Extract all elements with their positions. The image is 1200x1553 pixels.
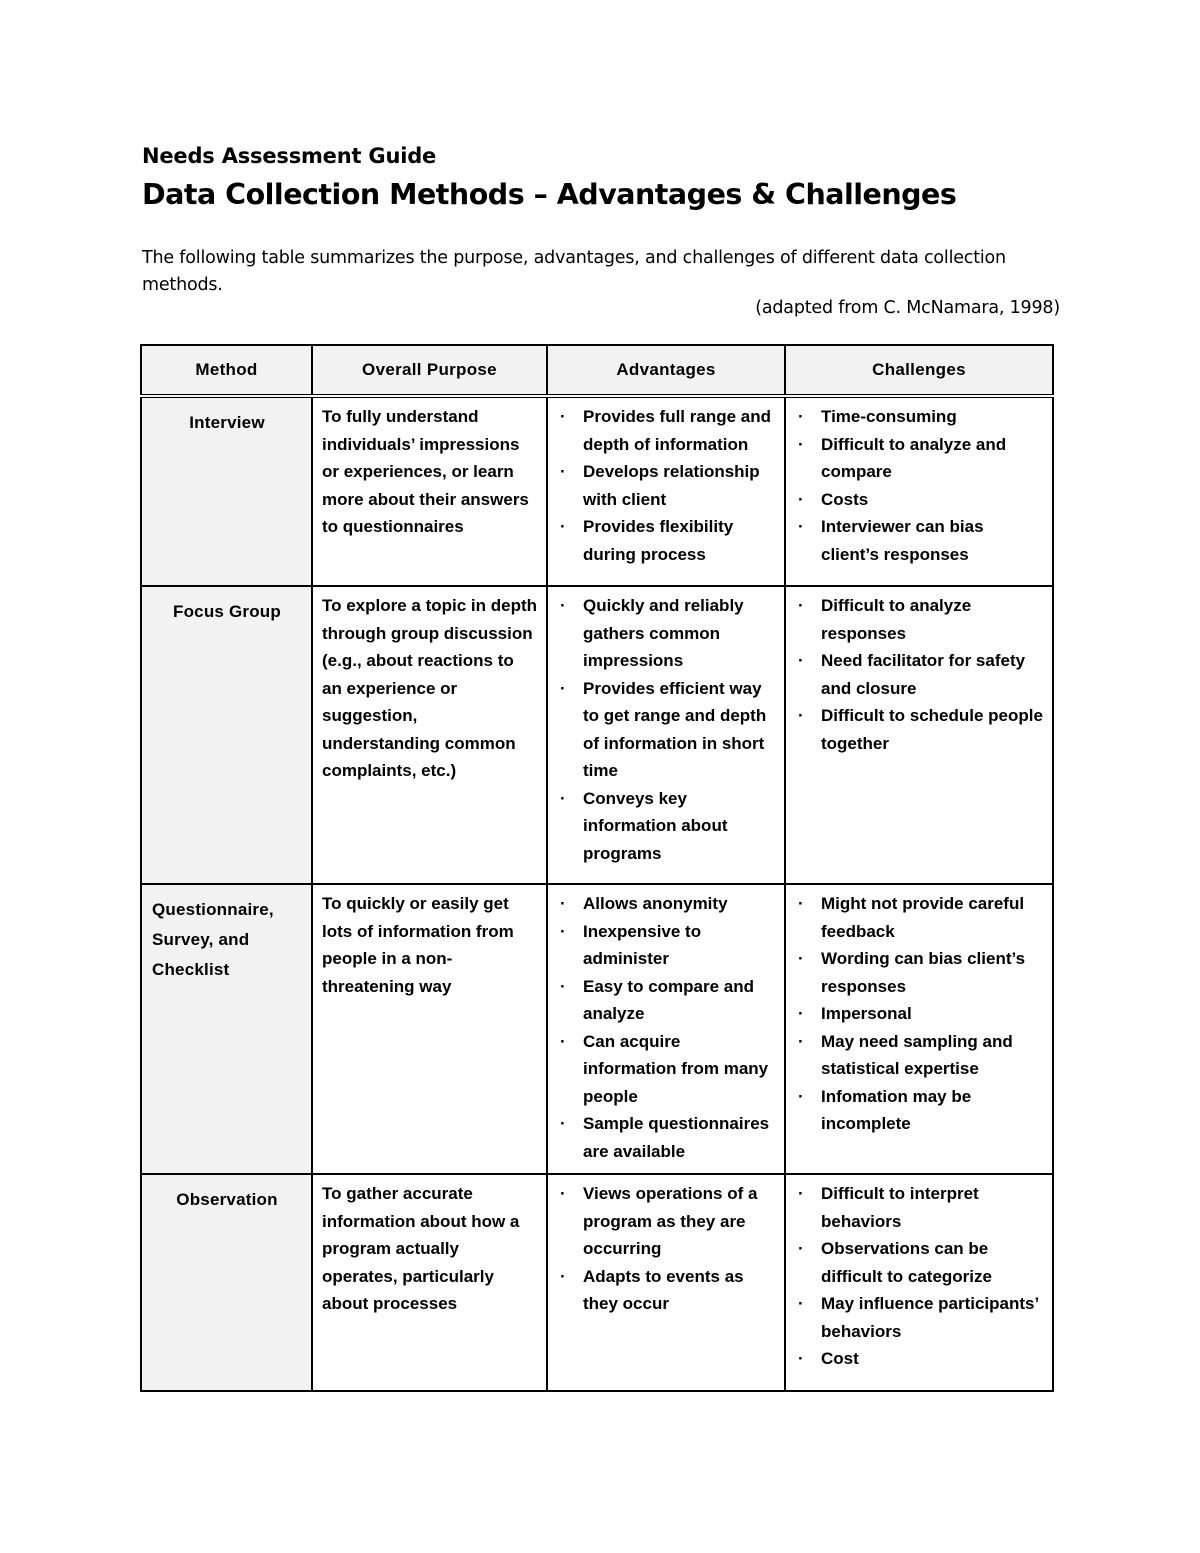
- advantages-cell: [547, 396, 785, 586]
- list-item: · Allows anonymity: [557, 890, 776, 918]
- list-item: · Difficult to analyze and compare: [795, 431, 1044, 486]
- challenges-cell: [785, 1174, 1053, 1391]
- column-header-advantages: Advantages: [547, 345, 785, 396]
- advantages-cell: [547, 884, 785, 1174]
- list-item: · May need sampling and statistical expertise: [795, 1028, 1044, 1083]
- method-name: Focus Group: [173, 602, 281, 621]
- list-item: · Need facilitator for safety and closure: [795, 647, 1044, 702]
- list-item: · Difficult to interpret behaviors: [795, 1180, 1044, 1235]
- list-item: · Conveys key information about programs: [557, 785, 776, 868]
- advantages-cell: [547, 586, 785, 884]
- purpose-cell: To quickly or easily get lots of information from people in a non-threatening way: [312, 884, 547, 1174]
- source-attribution: (adapted from C. McNamara, 1998): [755, 298, 1060, 318]
- list-item: · Costs: [795, 486, 1044, 514]
- list-item: · Can acquire information from many people: [557, 1028, 776, 1111]
- method-name: Interview: [189, 413, 265, 432]
- page-title: Data Collection Methods – Advantages & Challenges: [142, 178, 957, 211]
- list-item: · Quickly and reliably gathers common impressions: [557, 592, 776, 675]
- list-item: · Might not provide careful feedback: [795, 890, 1044, 945]
- list-item: · Time-consuming: [795, 403, 1044, 431]
- table-row: [141, 1174, 1053, 1391]
- list-item: · Difficult to schedule people together: [795, 702, 1044, 757]
- list-item: · Observations can be difficult to categorize: [795, 1235, 1044, 1290]
- method-cell: [141, 586, 312, 884]
- method-cell: [141, 1174, 312, 1391]
- challenges-cell: [785, 586, 1053, 884]
- list-item: · Views operations of a program as they are occurring: [557, 1180, 776, 1263]
- list-item: · Interviewer can bias client’s responses: [795, 513, 1044, 568]
- list-item: · Wording can bias client’s responses: [795, 945, 1044, 1000]
- list-item: · Infomation may be incomplete: [795, 1083, 1044, 1138]
- method-name: Questionnaire, Survey, and Checklist: [152, 900, 274, 979]
- list-item: · Impersonal: [795, 1000, 1044, 1028]
- list-item: · May influence participants’ behaviors: [795, 1290, 1044, 1345]
- list-item: · Provides full range and depth of information: [557, 403, 776, 458]
- list-item: · Easy to compare and analyze: [557, 973, 776, 1028]
- list-item: · Provides flexibility during process: [557, 513, 776, 568]
- column-header-method: Method: [141, 345, 312, 396]
- list-item: · Sample questionnaires are available: [557, 1110, 776, 1165]
- challenges-cell: [785, 396, 1053, 586]
- column-header-challenges: Challenges: [785, 345, 1053, 396]
- method-cell: [141, 884, 312, 1174]
- table-row: [141, 586, 1053, 884]
- document-supertitle: Needs Assessment Guide: [142, 144, 437, 168]
- challenges-cell: [785, 884, 1053, 1174]
- advantages-cell: [547, 1174, 785, 1391]
- list-item: · Inexpensive to administer: [557, 918, 776, 973]
- list-item: · Provides efficient way to get range and depth of information in short time: [557, 675, 776, 785]
- methods-table: [140, 344, 1054, 1392]
- list-item: · Difficult to analyze responses: [795, 592, 1044, 647]
- list-item: · Cost: [795, 1345, 1044, 1373]
- table-header-row: [141, 345, 1053, 396]
- list-item: · Adapts to events as they occur: [557, 1263, 776, 1318]
- purpose-cell: To gather accurate information about how a program actually operates, particularly about processes: [312, 1174, 547, 1391]
- intro-paragraph: The following table summarizes the purpose, advantages, and challenges of different data collection methods.: [142, 248, 1006, 295]
- column-header-purpose: Overall Purpose: [312, 345, 547, 396]
- method-cell: [141, 396, 312, 586]
- table-row: [141, 884, 1053, 1174]
- method-name: Observation: [176, 1190, 278, 1209]
- purpose-cell: To fully understand individuals’ impressions or experiences, or learn more about their answers to questionnaires: [312, 396, 547, 586]
- purpose-cell: To explore a topic in depth through group discussion (e.g., about reactions to an experience or suggestion, understanding common complaints, etc.): [312, 586, 547, 884]
- list-item: · Develops relationship with client: [557, 458, 776, 513]
- table-row: [141, 396, 1053, 586]
